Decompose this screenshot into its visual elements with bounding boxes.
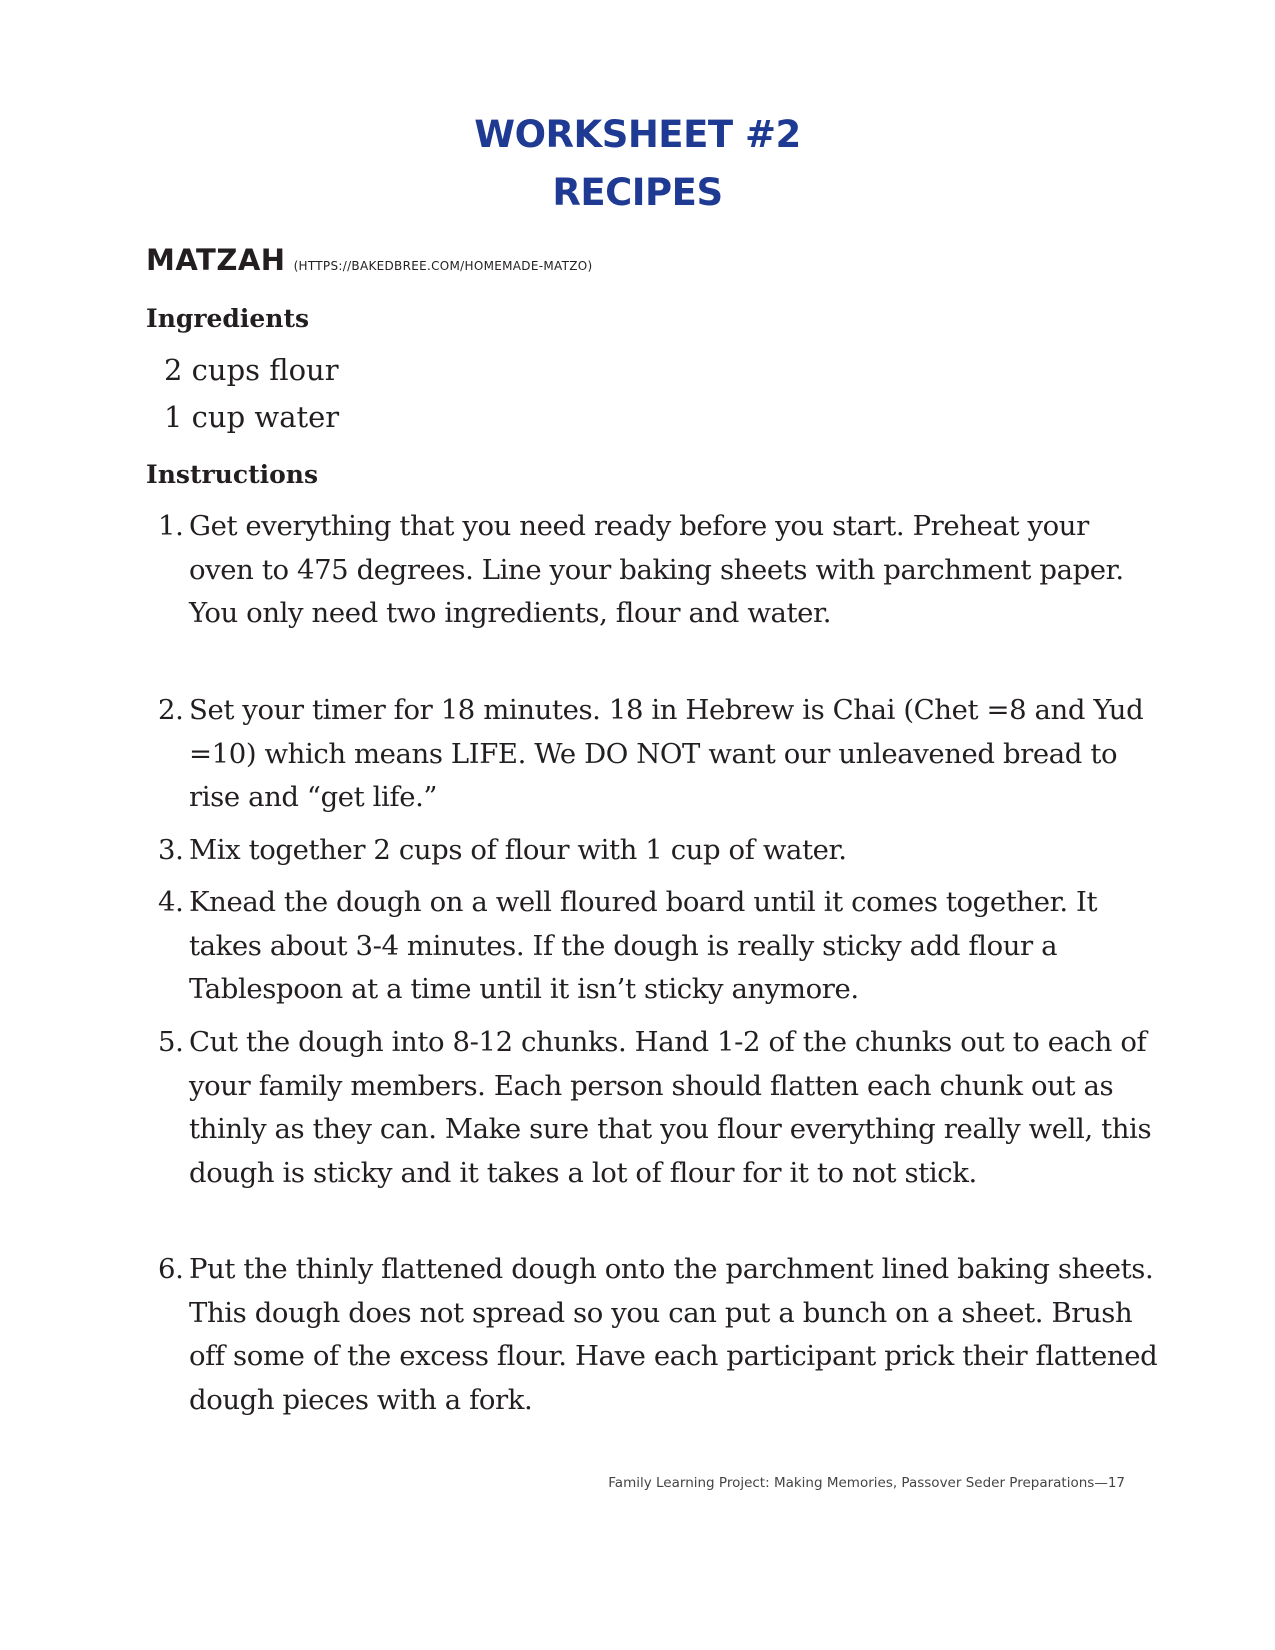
step-number: 4. <box>158 886 184 918</box>
worksheet-subtitle: RECIPES <box>552 171 723 214</box>
instruction-step <box>158 1021 1158 1195</box>
step-text: Get everything that you need ready before you start. Preheat your oven to 475 degrees. Line your baking sheets with parchment paper. You only need two ingredients, flour and water. <box>189 510 1124 629</box>
step-text: Set your timer for 18 minutes. 18 in Hebrew is Chai (Chet =8 and Yud =10) which means LIFE. We DO NOT want our unleavened bread to rise and “get life.” <box>189 694 1144 813</box>
ingredient-item: 2 cups flour <box>164 353 339 387</box>
ingredient-item: 1 cup water <box>164 400 340 434</box>
step-text: Knead the dough on a well floured board until it comes together. It takes about 3-4 minutes. If the dough is really sticky add flour a Tablespoon at a time until it isn’t sticky anymore. <box>189 886 1098 1005</box>
recipe-heading <box>146 243 592 277</box>
step-text: Mix together 2 cups of flour with 1 cup of water. <box>189 834 847 866</box>
instruction-step <box>158 689 1158 820</box>
instruction-step <box>158 829 1158 873</box>
ingredients-heading: Ingredients <box>146 304 310 333</box>
instruction-step <box>158 881 1158 1012</box>
instruction-step <box>158 505 1158 636</box>
step-text: Put the thinly flattened dough onto the parchment lined baking sheets. This dough does not spread so you can put a bunch on a sheet. Brush off some of the excess flour. Have each participant prick their flattened dough pieces with a fork. <box>189 1253 1158 1416</box>
page-footer: Family Learning Project: Making Memories, Passover Seder Preparations—17 <box>608 1475 1125 1491</box>
step-number: 5. <box>158 1026 184 1058</box>
step-number: 3. <box>158 834 184 866</box>
step-number: 6. <box>158 1253 184 1285</box>
step-number: 2. <box>158 694 184 726</box>
recipe-source-url: (HTTPS://BAKEDBREE.COM/HOMEMADE-MATZO) <box>293 259 593 273</box>
step-number: 1. <box>158 510 184 542</box>
worksheet-title: WORKSHEET #2 <box>474 113 801 156</box>
instruction-step <box>158 1248 1158 1422</box>
recipe-name: MATZAH <box>146 243 286 277</box>
instructions-heading: Instructions <box>146 460 319 489</box>
step-text: Cut the dough into 8-12 chunks. Hand 1-2 of the chunks out to each of your family members. Each person should flatten each chunk out as thinly as they can. Make sure that you flour everything really well, this dough is sticky and it takes a lot of flour for it to not stick. <box>189 1026 1152 1189</box>
